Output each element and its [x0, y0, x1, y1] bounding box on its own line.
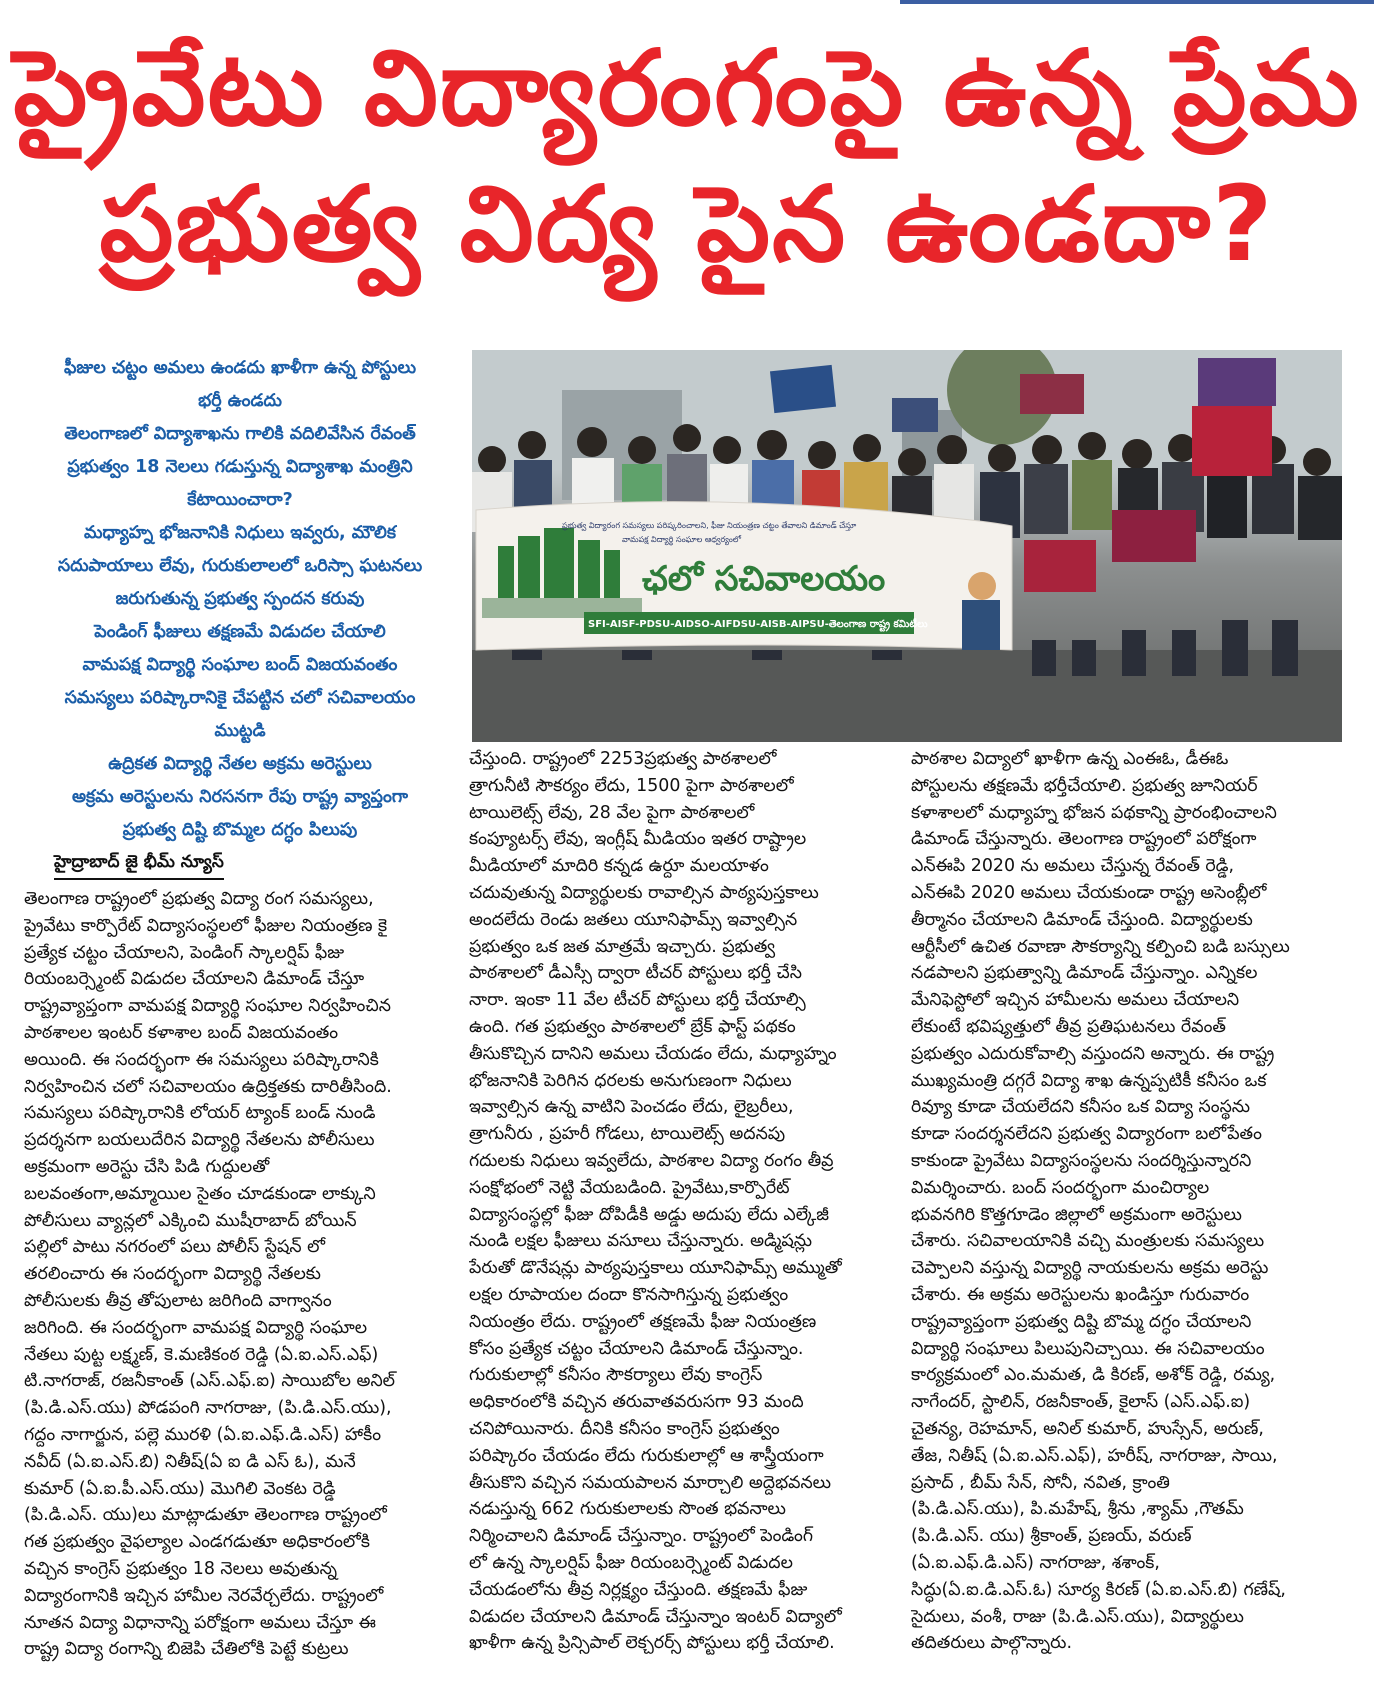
byline: హైద్రాబాద్ జై భీమ్ న్యూస్ [54, 852, 224, 880]
body-text-line: అందలేదు రెండు జతలు యూనిఫామ్స్ ఇవ్వాల్సిన [469, 909, 798, 930]
body-text-line: కుమార్ (ఏ.ఐ.పీ.ఎస్.యు) మొగిలి వెంకట రెడ్డి [24, 1478, 336, 1499]
subheading: ఉద్రికత విద్యార్థి నేతల అక్రమ అరెస్టులు [108, 754, 372, 774]
body-text-line: నూతన విద్యా విధానాన్ని పరోక్షంగా అమలు చేస్తూ ఈ [24, 1612, 376, 1633]
banner-orgs-text: SFI-AISF-PDSU-AIDSO-AIFDSU-AISB-AIPSU-తెలంగాణ రాష్ట్ర కమిటీలు [588, 619, 928, 630]
subheading: వామపక్ష విద్యార్థి సంఘాల బంద్ విజయవంతం [82, 655, 398, 675]
body-text-line: సిద్ధు(ఏ.ఐ.డి.ఎస్.ఓ) సూర్య కిరణ్ (ఏ.ఐ.ఎస్.బి) గణేష్, [911, 1579, 1286, 1600]
body-text-line: ముఖ్యమంత్రి దగ్గరే విద్యా శాఖ ఉన్నప్పటికీ కనీసం ఒక [911, 1070, 1267, 1091]
body-text-line: ప్రభుత్వం ఒక జత మాత్రమే ఇచ్చారు. ప్రభుత్వ [469, 936, 776, 957]
body-text-line: లక్షల రూపాయల దందా కొనసాగిస్తున్న ప్రభుత్వం [469, 1284, 789, 1305]
body-text-line: ప్రసాద్ , బీమ్ సేన్, సోనీ, నవిత, క్రాంతి [911, 1472, 1170, 1493]
body-text-line: నుండి లక్షల ఫీజులు వసూలు చేస్తున్నారు. అడ్మిషన్లు [469, 1231, 813, 1252]
body-text-line: విడుదల చేయాలని డిమాండ్ చేస్తున్నాం ఇంటర్ విద్యాలో [469, 1606, 842, 1627]
body-text-line: నడపాలని ప్రభుత్వాన్ని డిమాండ్ చేస్తున్నాం. ఎన్నికల [911, 963, 1258, 984]
body-text-line: నాగేందర్, స్టాలిన్, రజనీకాంత్, కైలాస్ (ఎస్.ఎఫ్.ఐ) [911, 1392, 1251, 1413]
body-column-3 [911, 746, 1341, 1657]
body-text-line: రియంబర్స్మెంట్ విడుదల చేయాలని డిమాండ్ చేస్తూ [24, 969, 365, 990]
body-text-line: పాఠశాలల ఇంటర్ కళాశాల బంద్ విజయవంతం [24, 1022, 339, 1043]
subheading: ముట్టడి [214, 721, 266, 741]
body-text-line: తీసుకొచ్చిన దానిని అమలు చేయడం లేదు, మధ్యాహ్నం [469, 1043, 837, 1064]
body-text-line: పాఠశాల విద్యాలో ఖాళీగా ఉన్న ఎంఈఓ, డీఈఓ [911, 749, 1229, 769]
body-text-line: ఖాళీగా ఉన్న ప్రిన్సిపాల్ లెక్చరర్స్ పోస్టులు భర్తీ చేయాలి. [469, 1633, 835, 1654]
body-text-line: పోలీసులకు తీవ్ర తోపులాట జరిగింది వాగ్వానం [24, 1290, 332, 1311]
headline-line-2: ప్రభుత్వ విద్య పైన ఉండదా? [99, 163, 1275, 285]
subheading: ప్రభుత్వ దిష్టి బొమ్మల దగ్ధం పిలుపు [122, 820, 358, 840]
headline-line-1: ప్రైవేటు విద్యారంగంపై ఉన్న ప్రేమ [13, 27, 1361, 149]
subheadings [30, 352, 450, 847]
body-text-line: లేకుంటే భవిష్యత్తులో తీవ్ర ప్రతిఘటనలు రేవంత్ [911, 1016, 1226, 1037]
body-text-line: నేతలు పుట్ట లక్ష్మణ్, కె.మణికంఠ రెడ్డి (ఏ.ఐ.ఎస్.ఎఫ్) [24, 1344, 379, 1365]
body-text-line: రాష్ట్రవ్యాప్తంగా ప్రభుత్వ దిష్టి బొమ్మ దగ్ధం చేయాలని [911, 1311, 1252, 1332]
body-text-line: కూడా సందర్శనలేదని ప్రభుత్వ విద్యారంగా బలోపేతం [911, 1124, 1262, 1145]
body-text-line: ప్రత్యేక చట్టం చేయాలని, పెండింగ్ స్కాలర్షిప్ ఫీజు [24, 942, 345, 963]
body-text-line: చైతన్య, రెహమాన్, అనిల్ కుమార్, హుస్సేన్, అరుణ్, [911, 1418, 1264, 1439]
protest-photo-illustration [472, 350, 1342, 742]
banner-top-text: ప్రభుత్వ విద్యారంగ సమస్యలు పరిష్కరించాలని, ఫీజు నియంత్రణ చట్టం తేవాలని డిమాండ్ చేస్తూ [562, 521, 857, 530]
body-text-line: ప్రదర్శనగా బయలుదేరిన విద్యార్థి నేతలను పోలీసులు [24, 1130, 375, 1151]
body-text-line: టి.నాగరాజ్, రజనీకాంత్ (ఎస్.ఎఫ్.ఐ) సాయిబోల అనిల్ [24, 1371, 395, 1392]
body-text-line: పోస్టులను తక్షణమే భర్తీచేయాలి. ప్రభుత్వ జూనియర్ [911, 775, 1258, 796]
body-text-line: గదులకు నిధులు ఇవ్వలేదు, పాఠశాల విద్యా రంగం తీవ్ర [469, 1150, 834, 1171]
body-text-line: నిర్వహించిన చలో సచివాలయం ఉద్రిక్తతకు దారితీసింది. [24, 1076, 392, 1097]
body-text-line: రివ్యూ కూడా చేయలేదని కనీసం ఒక విద్యా సంస్థను [911, 1097, 1251, 1118]
banner-top-text-2: వామపక్ష విద్యార్థి సంఘాల ఆధ్వర్యంలో [622, 535, 742, 544]
body-text-line: ఎన్ఈపి 2020 ను అమలు చేస్తున్న రేవంత్ రెడ్డి, [911, 856, 1235, 877]
body-text-line: కార్యక్రమంలో ఎం.మమత, డి కిరణ్, అశోక్ రెడ్డి, రమ్య, [911, 1365, 1276, 1386]
body-text-line: మేనిఫెస్టోలో ఇచ్చిన హామీలను అమలు చేయాలని [911, 990, 1240, 1011]
body-text-line: వచ్చిన కాంగ్రెస్ ప్రభుత్వం 18 నెలలు అవుతున్న [24, 1558, 338, 1579]
body-text-line: పరిష్కారం చేయడం లేదు గురుకులాల్లో ఆ శాస్త్రీయంగా [469, 1445, 824, 1466]
body-column-2 [469, 746, 889, 1657]
body-text-line: మీడియాలో మాదిరి కన్నడ ఉర్దూ మలయాళం [469, 856, 769, 877]
body-text-line: నిర్మించాలని డిమాండ్ చేస్తున్నాం. రాష్ట్రంలో పెండింగ్ [469, 1526, 813, 1547]
body-text-line: కాకుండా ప్రైవేటు విద్యాసంస్థలను సందర్శిస్తున్నారని [911, 1150, 1252, 1171]
body-text-line: త్రాగునీటి సౌకర్యం లేదు, 1500 పైగా పాఠశాలలో [469, 775, 794, 796]
body-text-line: గద్దం నాగార్జున, పల్లె మురళి (ఏ.ఐ.ఎఫ్.డి.ఎస్) హాకీం [24, 1424, 382, 1445]
subheading: పెండింగ్ ఫీజులు తక్షణమే విడుదల చేయాలి [94, 622, 386, 642]
subheading: అక్రమ అరెస్టులను నిరసనగా రేపు రాష్ట్ర వ్యాప్తంగా [72, 787, 408, 807]
protest-photo [472, 350, 1342, 742]
body-text-line: జరిగింది. ఈ సందర్భంగా వామపక్ష విద్యార్థి సంఘాల [24, 1317, 368, 1338]
body-text-line: చదువుతున్న విద్యార్థులకు రావాల్సిన పాఠ్యపుస్తకాలు [469, 882, 819, 903]
subheading: మధ్యాహ్న భోజనానికి నిధులు ఇవ్వరు, మౌలిక [84, 523, 396, 543]
body-text-line: పాఠశాలలో డీఎస్సీ ద్వారా టీచర్ పోస్టులు భర్తీ చేసి [469, 963, 802, 984]
body-text-line: నియంత్రం లేదు. రాష్ట్రంలో తక్షణమే ఫీజు నియంత్రణ [469, 1311, 817, 1332]
body-text-line: (పి.డి.ఎస్.యు), పి.మహేష్, శ్రీను ,శ్యామ్ ,గౌతమ్ [911, 1499, 1244, 1520]
body-text-line: గురుకులాల్లో కనీసం సౌకర్యాలు లేవు కాంగ్రెస్ [469, 1365, 763, 1386]
body-text-line: ఆర్టీసీలో ఉచిత రవాణా సౌకర్యాన్ని కల్పించి బడి బస్సులు [911, 936, 1290, 957]
body-text-line: కంప్యూటర్స్ లేవు, ఇంగ్లీష్ మీడియం ఇతర రాష్ట్రాల [469, 829, 807, 850]
body-text-line: లో ఉన్న స్కాలర్షిప్ ఫీజు రియంబర్స్మెంట్ విడుదల [469, 1552, 793, 1573]
body-text-line: బలవంతంగా,అమ్మాయిల సైతం చూడకుండా లాక్కుని [24, 1183, 376, 1204]
body-text-line: సమస్యలు పరిష్కారానికి లోయర్ ట్యాంక్ బండ్ నుండి [24, 1103, 376, 1124]
body-text-line: చనిపోయినారు. దీనికి కనీసం కాంగ్రెస్ ప్రభుత్వం [469, 1418, 780, 1439]
body-text-line: తెలంగాణ రాష్ట్రంలో ప్రభుత్వ విద్యా రంగ సమస్యలు, [24, 889, 374, 909]
body-text-line: (పి.డి.ఎస్.యు) పోడపంగి నాగరాజు, (పి.డి.ఎస్.యు), [24, 1398, 392, 1419]
body-text-line: నవీద్ (ఏ.ఐ.ఎస్.బి) నితీష్(ఏ ఐ డి ఎస్ ఓ), మనే [24, 1451, 356, 1472]
body-text-line: తేజ, నితీష్ (ఏ.ఐ.ఎస్.ఎఫ్), హరీష్, నాగరాజు, సాయి, [911, 1445, 1278, 1466]
body-text-line: భోజనానికి పెరిగిన ధరలకు అనుగుణంగా నిధులు [469, 1070, 792, 1091]
body-text-line: పల్లిలో పాటు నగరంలో పలు పోలీస్ స్టేషన్ లో [24, 1237, 326, 1258]
body-text-line: చేశారు. సచివాలయానికి వచ్చి మంత్రులకు సమస్యలు [911, 1231, 1265, 1252]
body-text-line: ఇవ్వాల్సిన ఉన్న వాటిని పెంచడం లేదు, లైబ్రరీలు, [469, 1097, 794, 1118]
body-text-line: రాష్ట్ర విద్యా రంగాన్ని బిజెపి చేతిలోకి పెట్టే కుట్రలు [24, 1639, 349, 1660]
subheading: సదుపాయాలు లేవు, గురుకులాలలో ఒరిస్సా ఘటనలు [57, 556, 423, 576]
body-text-line: ఎన్ఈపి 2020 అమలు చేయకుండా రాష్ట్ర అసెంబ్లీలో [911, 882, 1267, 903]
body-text-line: తరలించారు ఈ సందర్భంగా విద్యార్థి నేతలకు [24, 1264, 321, 1285]
body-text-line: అయింది. ఈ సందర్భంగా ఈ సమస్యలు పరిష్కారానికి [24, 1049, 379, 1070]
subheading: ఫీజుల చట్టం అమలు ఉండదు ఖాళీగా ఉన్న పోస్టులు [63, 358, 417, 378]
body-text-line: తీర్మానం చేయాలని డిమాండ్ చేస్తుంది. విద్యార్థులకు [911, 909, 1253, 930]
banner-main-text: ఛలో సచివాలయం [642, 559, 886, 599]
body-text-line: సంక్షోభంలో నెట్టి వేయబడింది. ప్రైవేటు,కార్పొరేట్ [469, 1177, 790, 1198]
subheading: కేటాయించారా? [187, 490, 293, 510]
body-text-line: త్రాగునీరు , ప్రహరీ గోడలు, టాయిలెట్స్ అదనపు [469, 1124, 786, 1145]
subheading: భర్తీ ఉండదు [198, 391, 282, 411]
body-text-line: టాయిలెట్స్ లేవు, 28 వేల పైగా పాఠశాలలో [469, 802, 755, 823]
body-text-line: ఉంది. గత ప్రభుత్వం పాఠశాలలో బ్రేక్ ఫాస్ట్ పథకం [469, 1016, 796, 1037]
subheading: జరుగుతున్న ప్రభుత్వ స్పందన కరువు [115, 589, 365, 609]
body-text-line: విద్యార్థి సంఘాలు పిలుపునిచ్చాయి. ఈ సచివాలయం [911, 1338, 1265, 1359]
subheading: సమస్యలు పరిష్కారానికై చేపట్టిన చలో సచివాలయం [64, 688, 416, 708]
subheading: ప్రభుత్వం 18 నెలలు గడుస్తున్న విద్యాశాఖ మంత్రిని [67, 457, 413, 477]
body-text-line: తీసుకొని వచ్చిన సమయపాలన మార్చాలి అద్దెభవనలు [469, 1472, 832, 1493]
body-text-line: తదితరులు పాల్గొన్నారు. [911, 1633, 1072, 1654]
body-text-line: నారా. ఇంకా 11 వేల టీచర్ పోస్టులు భర్తీ చేయాల్సి [469, 990, 806, 1011]
body-text-line: ప్రభుత్వం ఎదురుకోవాల్సి వస్తుందని అన్నారు. ఈ రాష్ట్ర [911, 1043, 1275, 1064]
body-text-line: చేస్తుంది. రాష్ట్రంలో 2253ప్రభుత్వ పాఠశాలలో [469, 749, 777, 769]
body-text-line: రాష్ట్రవ్యాప్తంగా వామపక్ష విద్యార్థి సంఘాల నిర్వహించిన [24, 996, 391, 1017]
subheading: తెలంగాణలో విద్యాశాఖను గాలికి వదిలివేసిన రేవంత్ [64, 424, 416, 444]
body-text-line: (ఏ.ఐ.ఎఫ్.డి.ఎస్) నాగరాజు, శశాంక్, [911, 1552, 1160, 1573]
body-text-line: పోలీసులు వ్యాన్లలో ఎక్కించి ముషీరాబాద్ బోయిన్ [24, 1210, 357, 1231]
body-text-line: చేశారు. ఈ అక్రమ అరెస్టులను ఖండిస్తూ గురువారం [911, 1284, 1250, 1305]
body-text-line: అక్రమంగా అరెస్టు చేసి పిడి గుద్దులతో [24, 1156, 270, 1177]
body-text-line: నడుస్తున్న 662 గురుకులాలకు సొంత భవనాలు [469, 1499, 786, 1520]
body-text-line: విద్యారంగానికి ఇచ్చిన హామీల నెరవేర్చలేదు. రాష్ట్రంలో [24, 1585, 384, 1606]
body-text-line: డిమాండ్ చేస్తున్నారు. తెలంగాణ రాష్ట్రంలో పరోక్షంగా [911, 829, 1257, 850]
body-text-line: చేయడంలోను తీవ్ర నిర్లక్ష్యం చేస్తుంది. తక్షణమే ఫీజు [469, 1579, 808, 1600]
body-column-1 [24, 886, 456, 1663]
body-text-line: విద్యాసంస్థల్లో ఫీజు దోపిడీకి అడ్డు అదుపు లేదు ఎల్కేజీ [469, 1204, 829, 1225]
body-text-line: చెప్పాలని వస్తున్న విద్యార్థి నాయకులను అక్రమ అరెస్టు [911, 1258, 1269, 1279]
body-text-line: విమర్శించారు. బంద్ సందర్భంగా మంచిర్యాల [911, 1177, 1210, 1198]
body-text-line: పేరుతో డొనేషన్లు పాఠ్యపుస్తకాలు యూనిఫామ్స్ అమ్ముతో [469, 1258, 842, 1279]
body-text-line: (పి.డి.ఎస్. యు)లు మాట్లాడుతూ తెలంగాణ రాష్ట్రంలో [24, 1505, 387, 1526]
body-text-line: ప్రైవేటు కార్పొరేట్ విద్యాసంస్థలలో ఫీజుల నియంత్రణ కై [24, 915, 388, 936]
body-text-line: సైదులు, వంశీ, రాజు (పి.డి.ఎస్.యు), విద్యార్థులు [911, 1606, 1244, 1627]
body-text-line: (పి.డి.ఎస్. యు) శ్రీకాంత్, ప్రణయ్, వరుణ్ [911, 1526, 1192, 1547]
body-text-line: గత ప్రభుత్వం వైఫల్యాల ఎండగడుతూ అధికారంలోకి [24, 1532, 370, 1553]
body-text-line: భువనగిరి కొత్తగూడెం జిల్లాలో అక్రమంగా అరెస్టులు [911, 1204, 1242, 1225]
body-text-line: అధికారంలోకి వచ్చిన తరువాతవరుసగా 93 మంది [469, 1392, 804, 1413]
body-text-line: కళాశాలలో మధ్యాహ్న భోజన పథకాన్ని ప్రారంభించాలని [911, 802, 1277, 823]
body-text-line: కోసం ప్రత్యేక చట్టం చేయాలని డిమాండ్ చేస్తున్నాం. [469, 1338, 804, 1359]
top-rule [900, 0, 1374, 4]
